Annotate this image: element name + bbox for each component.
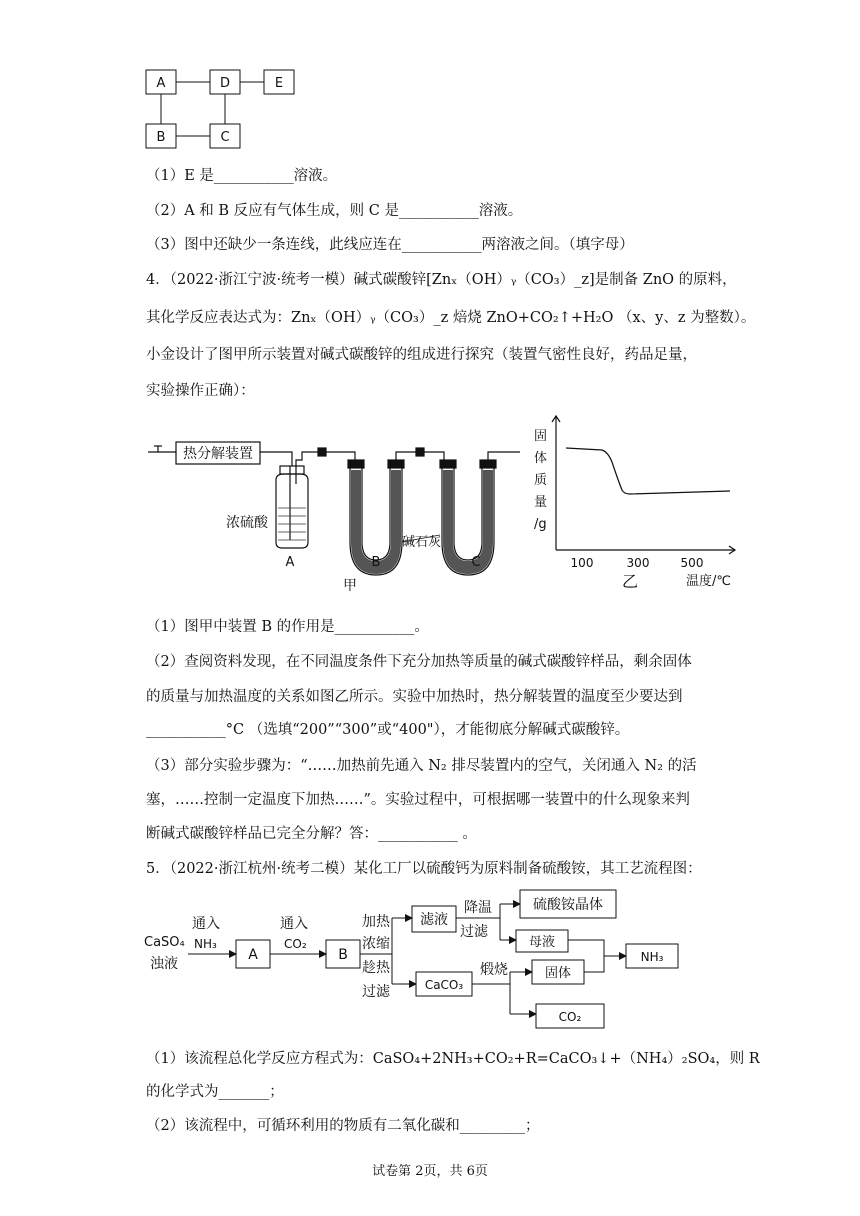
- label-c: C: [471, 555, 481, 570]
- flow-step1-top: 通入: [192, 916, 220, 932]
- flow-crystal: 硫酸铵晶体: [533, 897, 603, 913]
- x-tick-100: 100: [570, 556, 594, 570]
- flow-nh3: NH₃: [640, 950, 664, 964]
- y-label-2: 质: [534, 473, 548, 488]
- y-label-4: /g: [534, 517, 547, 532]
- flow-caco3: CaCO₃: [424, 978, 464, 992]
- acid-label: 浓硫酸: [226, 515, 268, 531]
- q4-answer-3c: 断碱式碳酸锌样品已完全分解？答：___________ 。: [146, 826, 477, 842]
- figure-caption-jia: 甲: [343, 578, 357, 594]
- q4-answer-2a: （2）查阅资料发现，在不同温度条件下充分加热等质量的碱式碳酸锌样品，剩余固体: [146, 654, 692, 670]
- x-tick-300: 300: [626, 556, 650, 570]
- label-a: A: [285, 555, 295, 570]
- q4-answer-3a: （3）部分实验步骤为：“……加热前先通入 N₂ 排尽装置内的空气，关闭通入 N₂ 的活: [146, 758, 697, 774]
- q4-stem-1: 4．（2022·浙江宁波·统考一模）碱式碳酸锌[Znₓ（OH）ᵧ（CO₃）_z]是制备 ZnO 的原料，: [146, 272, 737, 288]
- q5-answer-2: （2）该流程中，可循环利用的物质有二氧化碳和_________；: [146, 1118, 540, 1134]
- flow-filtrate: 滤液: [420, 912, 448, 928]
- q5-answer-1b: 的化学式为_______；: [146, 1084, 284, 1100]
- flow-cool-1: 过滤: [460, 924, 488, 940]
- relation-diagram: [140, 66, 310, 156]
- flow-start-1: CaSO₄: [144, 935, 185, 950]
- graph-caption-yi: 乙: [621, 572, 639, 591]
- q4-answer-3b: 塞，……控制一定温度下加热……”。实验过程中，可根据哪一装置中的什么现象来判: [146, 792, 690, 808]
- x-axis-label: 温度/℃: [686, 574, 731, 589]
- node-c: C: [220, 130, 230, 145]
- q5-stem: 5．（2022·浙江杭州·统考二模）某化工厂以硫酸钙为原料制备硫酸铵，其工艺流程图：: [146, 861, 702, 877]
- page-footer: 试卷第 2页，共 6页: [372, 1164, 488, 1179]
- y-label-0: 固: [534, 429, 548, 444]
- mass-temperature-graph: [530, 410, 750, 592]
- flow-proc-0: 加热: [362, 914, 390, 930]
- q3-part2: （2）A 和 B 反应有气体生成，则 C 是___________溶液。: [146, 203, 523, 219]
- flow-co2: CO₂: [558, 1010, 582, 1024]
- flow-mother: 母液: [528, 935, 556, 950]
- lime-label: 碱石灰: [402, 535, 442, 550]
- flow-proc-2: 趁热: [362, 960, 390, 976]
- q3-part3: （3）图中还缺少一条连线，此线应连在___________两溶液之间。（填字母）: [146, 237, 634, 253]
- node-d: D: [219, 76, 231, 91]
- flow-box-b: B: [338, 947, 348, 963]
- y-label-3: 量: [534, 495, 548, 510]
- label-b: B: [371, 555, 381, 570]
- flow-proc-3: 过滤: [362, 984, 390, 1000]
- flow-cool-0: 降温: [464, 900, 492, 916]
- flow-start-2: 浊液: [150, 956, 178, 972]
- flow-box-a: A: [248, 947, 258, 963]
- flow-step2-bot: CO₂: [284, 937, 307, 951]
- q4-answer-2c: ___________°C （选填“200”“300”或“400"），才能彻底分解碱式碳酸锌。: [146, 722, 630, 738]
- apparatus-figure: [140, 430, 540, 600]
- x-tick-500: 500: [680, 556, 704, 570]
- node-e: E: [274, 76, 284, 91]
- node-a: A: [156, 76, 166, 91]
- q5-answer-1a: （1）该流程总化学反应方程式为：CaSO₄+2NH₃+CO₂+R=CaCO₃↓+（NH₄）₂SO₄，则 R: [146, 1051, 760, 1067]
- q4-stem-2: 其化学反应表达式为：Znₓ（OH）ᵧ（CO₃）_z 焙烧 ZnO+CO₂↑+H₂O （x、y、z 为整数）。: [146, 310, 756, 326]
- process-flow-diagram: [140, 884, 700, 1034]
- q4-stem-3: 小金设计了图甲所示装置对碱式碳酸锌的组成进行探究（装置气密性良好，药品足量，: [146, 347, 697, 363]
- flow-calcine: 煅烧: [480, 962, 508, 978]
- flow-proc-1: 浓缩: [362, 936, 390, 952]
- flow-solid: 固体: [544, 966, 572, 981]
- flow-step1-bot: NH₃: [194, 937, 217, 951]
- node-b: B: [156, 130, 166, 145]
- q3-part1: （1）E 是___________溶液。: [146, 168, 338, 184]
- q4-answer-1: （1）图甲中装置 B 的作用是___________。: [146, 619, 429, 635]
- q4-answer-2b: 的质量与加热温度的关系如图乙所示。实验中加热时，热分解装置的温度至少要达到: [146, 689, 683, 705]
- heater-label: 热分解装置: [183, 446, 253, 462]
- q4-stem-4: 实验操作正确）：: [146, 383, 255, 399]
- y-label-1: 体: [534, 451, 548, 466]
- flow-step2-top: 通入: [280, 916, 308, 932]
